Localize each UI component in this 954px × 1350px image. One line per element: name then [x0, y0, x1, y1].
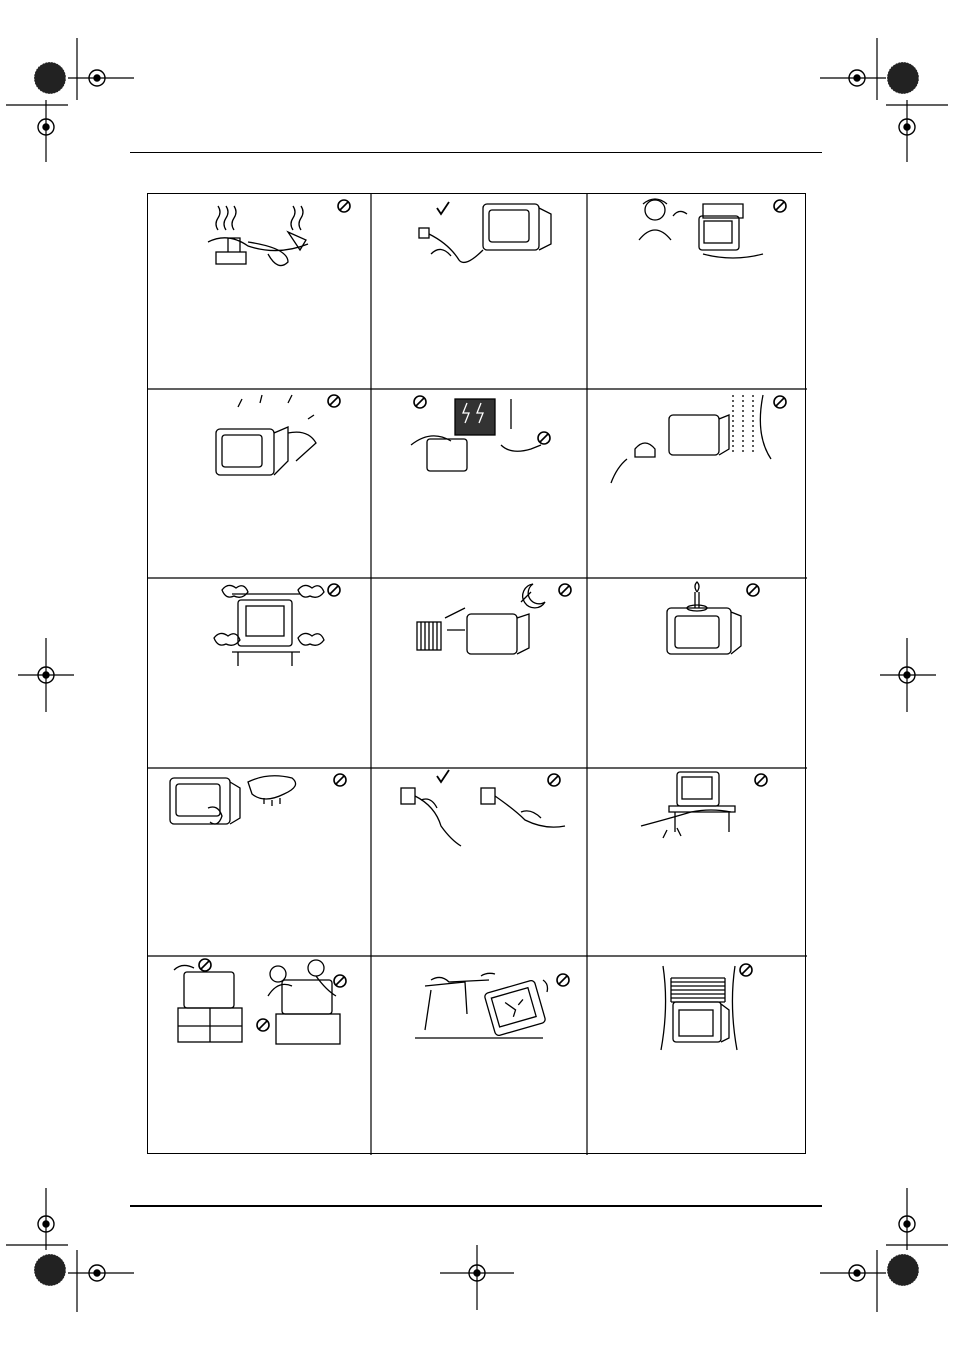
prohibited-icon: [557, 974, 569, 986]
prohibited-icon: [774, 200, 786, 212]
prohibited-icon: [740, 964, 752, 976]
check-icon: [437, 770, 449, 782]
cell-rain-kettle: [587, 389, 807, 578]
children-climbing-illustration: [148, 956, 371, 1155]
tv-falling-illustration: [371, 956, 587, 1155]
cabinet-illustration: [148, 578, 371, 768]
cell-heater-sun: [371, 578, 587, 768]
safety-illustration-grid: [147, 193, 806, 1154]
cell-wet-cloth: [148, 768, 371, 956]
prohibited-icon: [338, 200, 350, 212]
wet-cloth-illustration: [148, 768, 371, 956]
cell-plug-pull: [371, 768, 587, 956]
books-on-tv-illustration: [587, 956, 807, 1155]
prohibited-icon: [328, 584, 340, 596]
tv-plugged-in-illustration: [371, 194, 587, 389]
worker-inspect-illustration: [587, 194, 807, 389]
check-icon: [437, 202, 449, 214]
tv-sparks-illustration: [148, 389, 371, 578]
cell-damaged-cord: [587, 768, 807, 956]
prohibited-icon: [559, 584, 571, 596]
cell-books-on-tv: [587, 956, 807, 1155]
candle-illustration: [587, 578, 807, 768]
cell-worker-inspect: [587, 194, 807, 389]
overloaded-outlet-illustration: [148, 194, 371, 389]
prohibited-icon: [548, 774, 560, 786]
rain-kettle-illustration: [587, 389, 807, 578]
prohibited-icon: [747, 584, 759, 596]
heater-sun-illustration: [371, 578, 587, 768]
prohibited-icon: [774, 396, 786, 408]
cell-lightning: [371, 389, 587, 578]
cell-tv-falling: [371, 956, 587, 1155]
plug-pull-illustration: [371, 768, 587, 956]
prohibited-icon: [755, 774, 767, 786]
cell-tv-sparks: [148, 389, 371, 578]
cell-cabinet: [148, 578, 371, 768]
prohibited-icon: [328, 395, 340, 407]
cell-tv-plugged-in: [371, 194, 587, 389]
header-rule: [130, 152, 822, 153]
damaged-cord-illustration: [587, 768, 807, 956]
cell-overloaded-outlet: [148, 194, 371, 389]
prohibited-icon: [334, 774, 346, 786]
lightning-illustration: [371, 389, 587, 578]
footer-rule: [130, 1205, 822, 1207]
cell-candle: [587, 578, 807, 768]
cell-children-climbing: [148, 956, 371, 1155]
